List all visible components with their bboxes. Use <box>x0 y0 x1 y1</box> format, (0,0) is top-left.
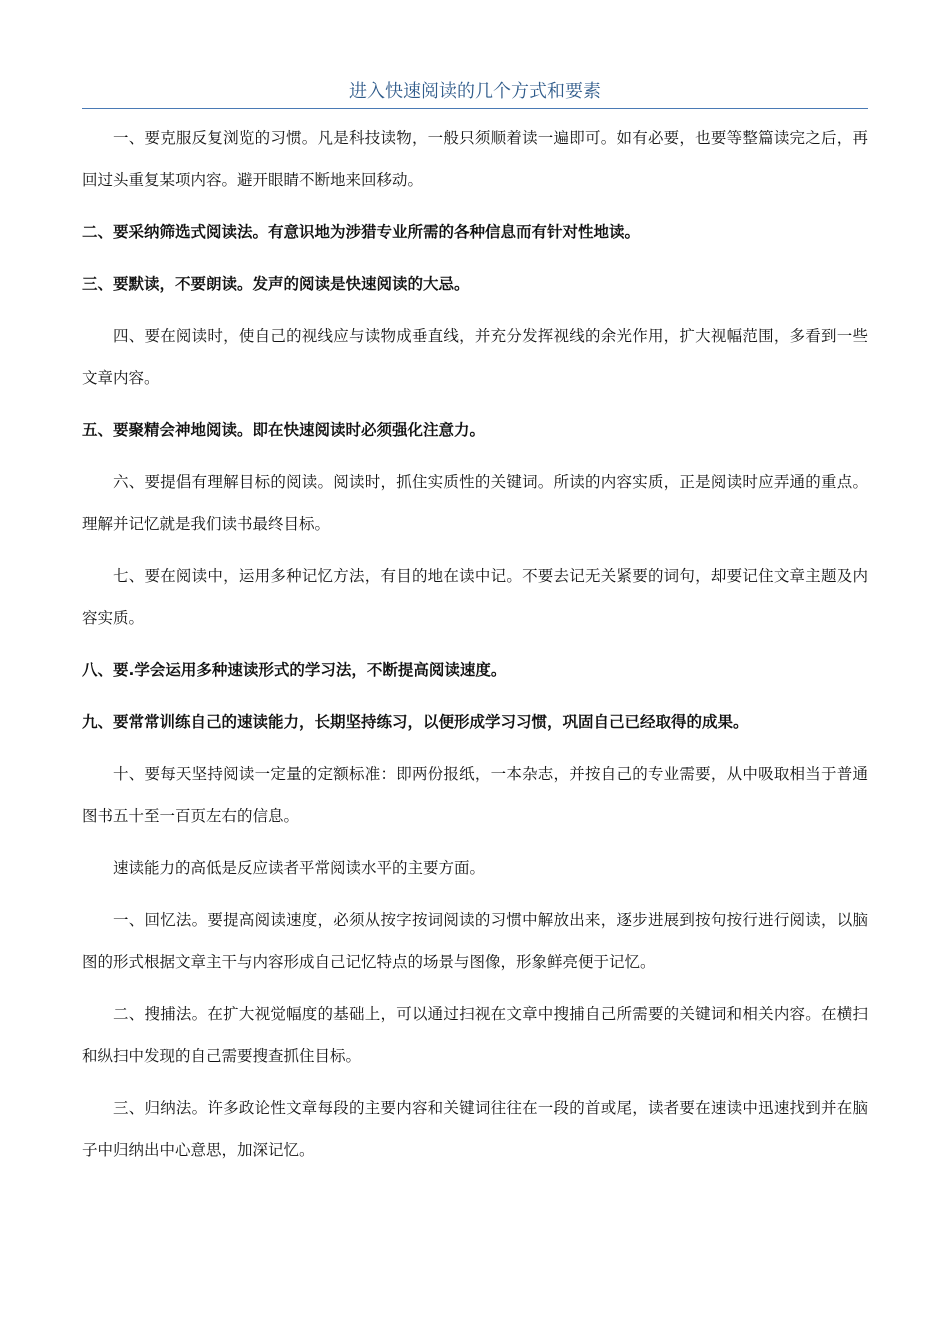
paragraph-13: 二、搜捕法。在扩大视觉幅度的基础上，可以通过扫视在文章中搜捕自己所需要的关键词和相关内容。在横扫和纵扫中发现的自己需要搜查抓住目标。 <box>82 1005 868 1065</box>
paragraph-14: 三、归纳法。许多政论性文章每段的主要内容和关键词往往在一段的首或尾，读者要在速读中迅速找到并在脑子中归纳出中心意思，加深记忆。 <box>82 1099 868 1159</box>
paragraph-6: 六、要提倡有理解目标的阅读。阅读时，抓住实质性的关键词。所读的内容实质，正是阅读时应弄通的重点。理解并记忆就是我们读书最终目标。 <box>82 473 868 533</box>
paragraph-1: 一、要克服反复浏览的习惯。凡是科技读物，一般只须顺着读一遍即可。如有必要，也要等整篇读完之后，再回过头重复某项内容。避开眼睛不断地来回移动。 <box>82 129 868 189</box>
document-title: 进入快速阅读的几个方式和要素 <box>82 78 868 109</box>
paragraph-9: 九、要常常训练自己的速读能力，长期坚持练习，以便形成学习习惯，巩固自己已经取得的成果。 <box>82 713 749 731</box>
paragraph-7: 七、要在阅读中，运用多种记忆方法，有目的地在读中记。不要去记无关紧要的词句，却要记住文章主题及内容实质。 <box>82 567 868 627</box>
paragraph-10: 十、要每天坚持阅读一定量的定额标准：即两份报纸，一本杂志，并按自己的专业需要，从中吸取相当于普通图书五十至一百页左右的信息。 <box>82 765 868 825</box>
paragraph-3: 三、要默读，不要朗读。发声的阅读是快速阅读的大忌。 <box>82 275 470 293</box>
document-page <box>82 78 868 1171</box>
paragraph-4: 四、要在阅读时，使自己的视线应与读物成垂直线，并充分发挥视线的余光作用，扩大视幅范围，多看到一些文章内容。 <box>82 327 868 387</box>
paragraph-2: 二、要采纳筛选式阅读法。有意识地为涉猎专业所需的各种信息而有针对性地读。 <box>82 223 641 241</box>
paragraph-5: 五、要聚精会神地阅读。即在快速阅读时必须强化注意力。 <box>82 421 486 439</box>
paragraph-12: 一、回忆法。要提高阅读速度，必须从按字按词阅读的习惯中解放出来，逐步进展到按句按行进行阅读，以脑图的形式根据文章主干与内容形成自己记忆特点的场景与图像，形象鲜亮便于记忆。 <box>82 911 868 971</box>
paragraph-8: 八、要.学会运用多种速读形式的学习法，不断提高阅读速度。 <box>82 661 507 679</box>
paragraph-11: 速读能力的高低是反应读者平常阅读水平的主要方面。 <box>113 859 486 877</box>
